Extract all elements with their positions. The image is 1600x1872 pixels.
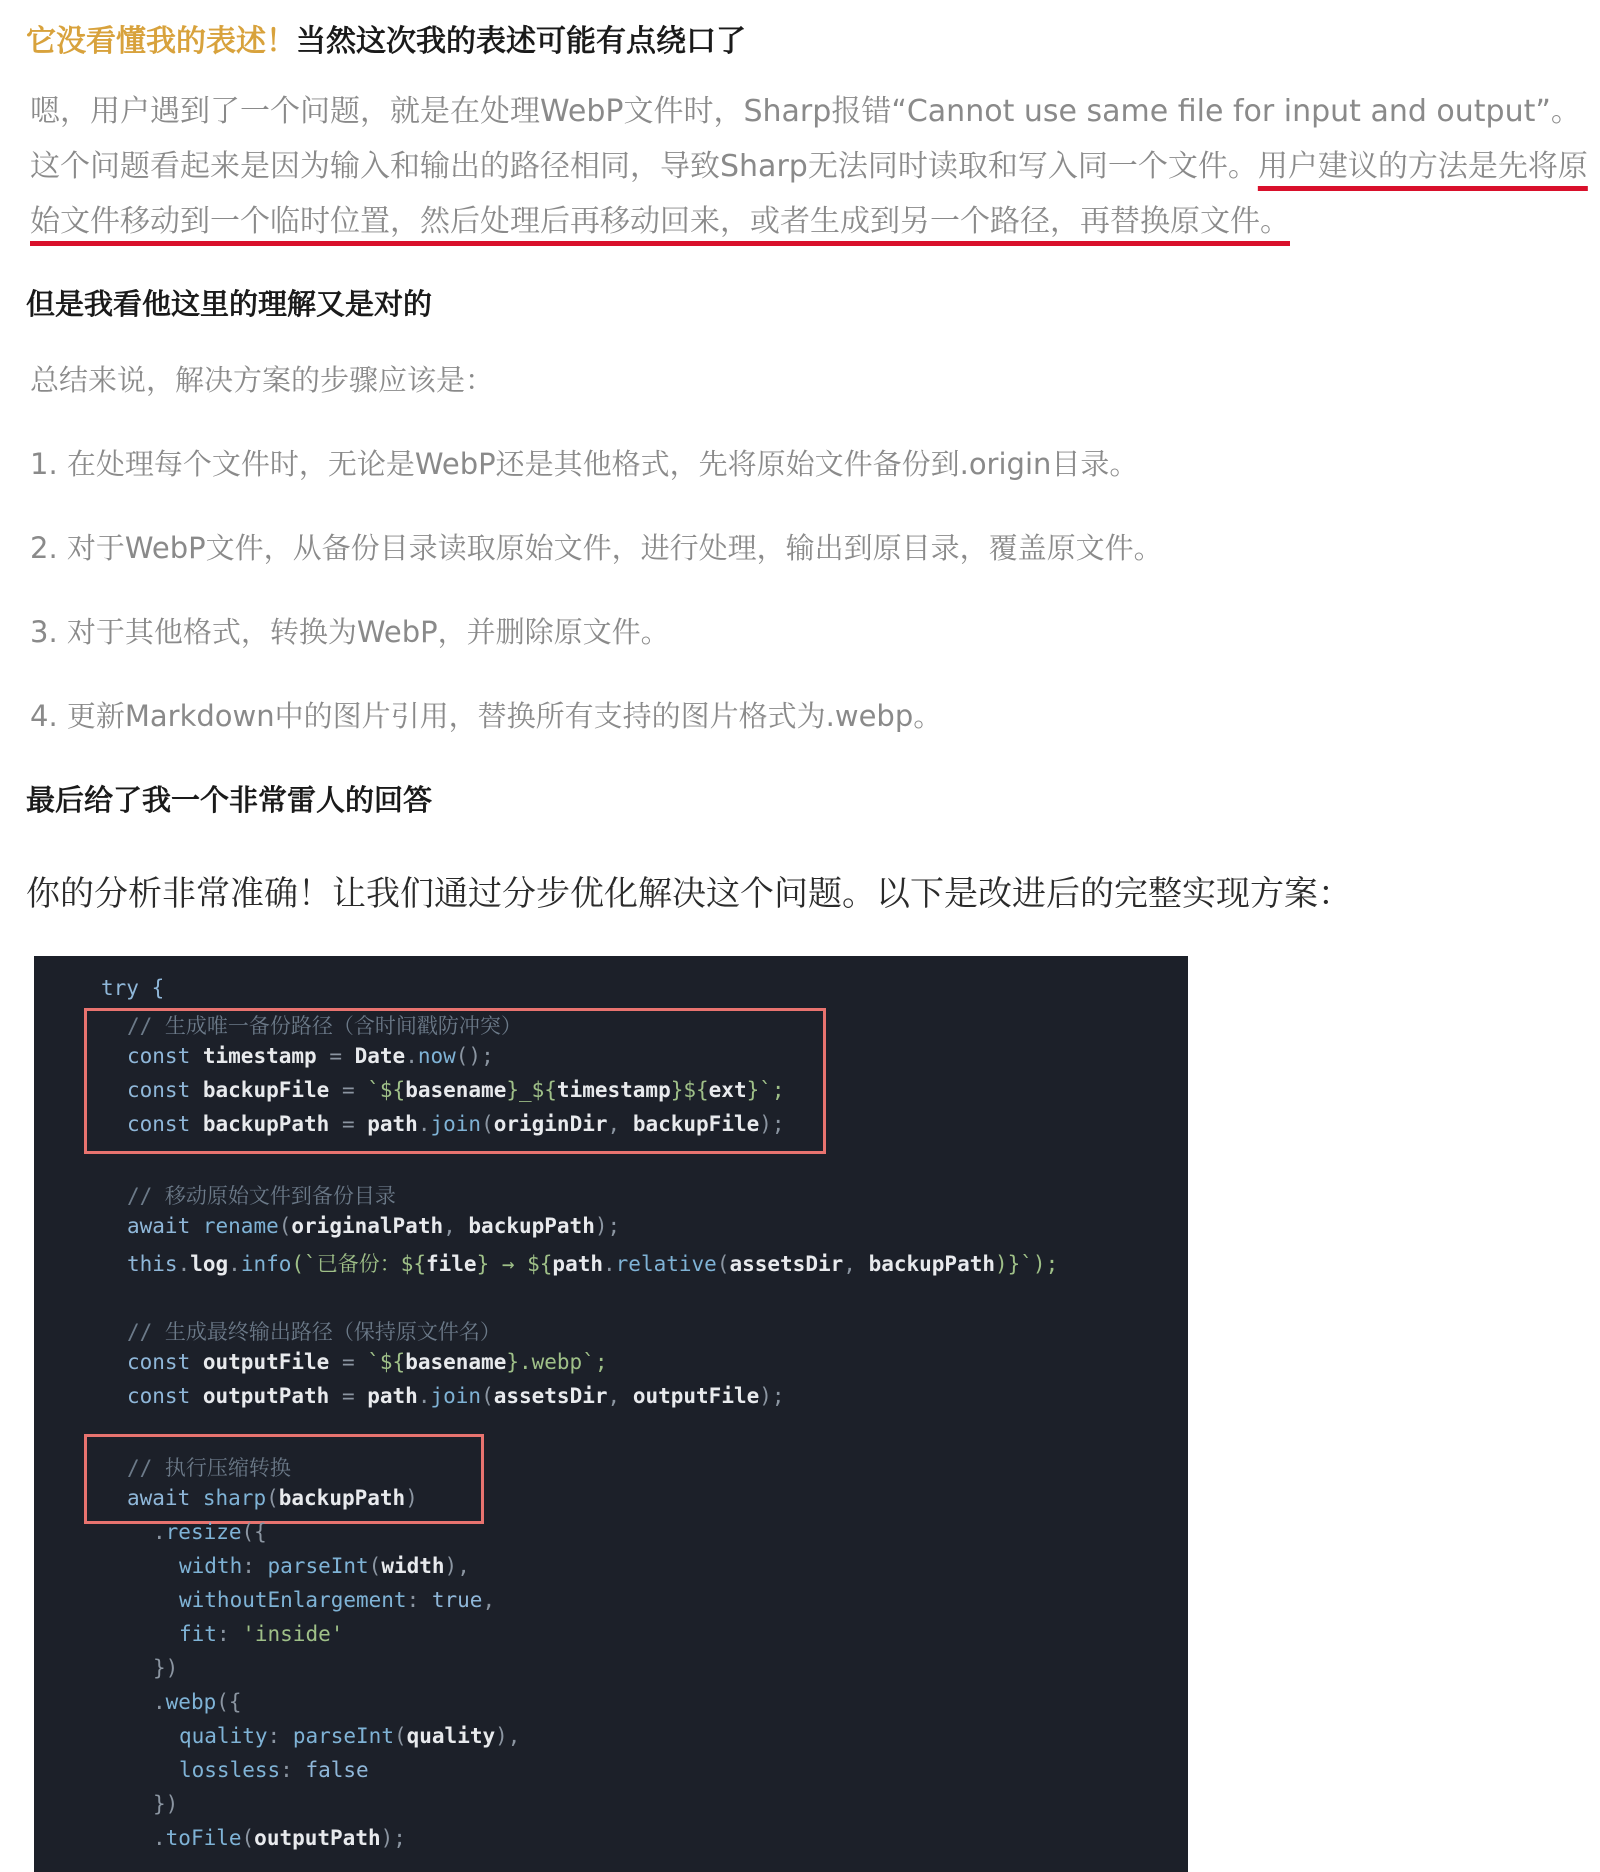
code-line: const backupPath = path.join(originDir, backupFile); — [127, 1112, 785, 1136]
subheading-understanding: 但是我看他这里的理解又是对的 — [26, 287, 433, 321]
code-line: const outputPath = path.join(assetsDir, outputFile); — [127, 1384, 785, 1408]
code-line: width: parseInt(width), — [179, 1554, 470, 1578]
step-item: 1. 在处理每个文件时，无论是WebP还是其他格式，先将原始文件备份到.origin目录。 — [30, 447, 1139, 481]
step-item: 3. 对于其他格式，转换为WebP，并删除原文件。 — [30, 615, 670, 649]
step-item: 4. 更新Markdown中的图片引用，替换所有支持的图片格式为.webp。 — [30, 699, 943, 733]
answer-line: 你的分析非常准确！让我们通过分步优化解决这个问题。以下是改进后的完整实现方案： — [26, 874, 1352, 914]
step-item: 2. 对于WebP文件，从备份目录读取原始文件，进行处理，输出到原目录，覆盖原文件。 — [30, 531, 1163, 565]
code-line: }) — [153, 1792, 179, 1816]
heading-accent: 它没看懂我的表述！ — [26, 24, 296, 59]
code-line: }) — [153, 1656, 179, 1680]
code-comment: // 移动原始文件到备份目录 — [127, 1184, 396, 1208]
code-line: const backupFile = `${basename}_${timestamp}${ext}`; — [127, 1078, 785, 1102]
heading-rest: 当然这次我的表述可能有点绕口了 — [296, 24, 746, 59]
subheading-answer: 最后给了我一个非常雷人的回答 — [26, 783, 433, 817]
section-heading — [26, 16, 746, 60]
code-comment: // 执行压缩转换 — [127, 1456, 291, 1480]
quote-plain: 嗯，用户遇到了一个问题，就是在处理WebP文件时，Sharp报错“Cannot use same file for input and output”。这个问题看起来是因为输入和输出的路径相同，导致Sharp无法同时读取和写入同一个文件。 — [30, 94, 1581, 184]
code-line: try { — [101, 976, 165, 1000]
code-line: withoutEnlargement: true, — [179, 1588, 496, 1612]
code-block — [34, 956, 1188, 1872]
quoted-reasoning — [30, 84, 1590, 249]
code-comment: // 生成唯一备份路径（含时间戳防冲突） — [127, 1014, 522, 1038]
code-line: this.log.info(`已备份：${file} → ${path.relative(assetsDir, backupPath)}`); — [127, 1252, 1059, 1276]
code-line: await sharp(backupPath) — [127, 1486, 418, 1510]
code-line: quality: parseInt(quality), — [179, 1724, 521, 1748]
code-line: await rename(originalPath, backupPath); — [127, 1214, 621, 1238]
summary-line: 总结来说，解决方案的步骤应该是： — [30, 363, 495, 397]
quote-underlined: 用户建议的方法是先将原始文件移动到一个临时位置，然后处理后再移动回来，或者生成到另一个路径，再替换原文件。 — [30, 149, 1588, 239]
code-line: .resize({ — [153, 1520, 267, 1544]
code-line: lossless: false — [179, 1758, 369, 1782]
code-line: const outputFile = `${basename}.webp`; — [127, 1350, 608, 1374]
code-line: .toFile(outputPath); — [153, 1826, 406, 1850]
code-line: const timestamp = Date.now(); — [127, 1044, 494, 1068]
code-line: .webp({ — [153, 1690, 242, 1714]
code-comment: // 生成最终输出路径（保持原文件名） — [127, 1320, 501, 1344]
code-line: fit: 'inside' — [179, 1622, 344, 1646]
